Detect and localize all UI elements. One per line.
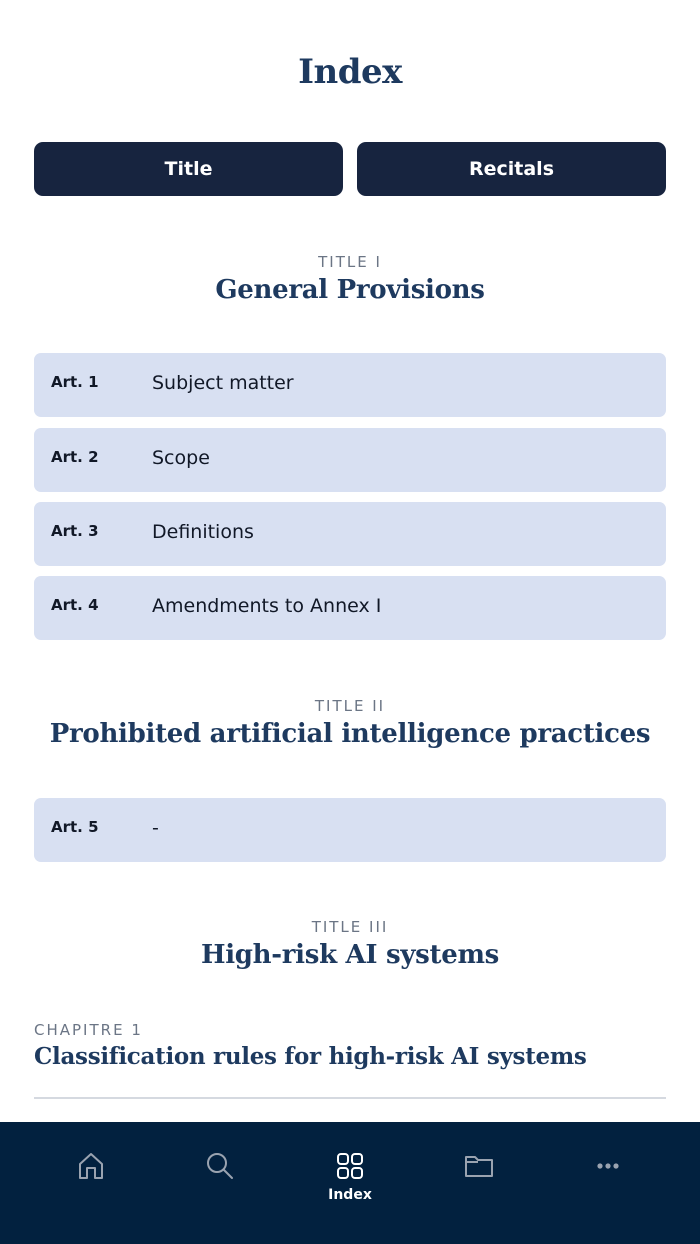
bottom-nav xyxy=(0,1122,700,1244)
chapter-header xyxy=(34,1021,666,1070)
section-header-title-1 xyxy=(0,253,700,305)
tab-recitals[interactable]: Recitals xyxy=(357,142,666,196)
article-number: Art. 2 xyxy=(51,448,99,466)
more-icon xyxy=(593,1151,623,1181)
section-kicker: TITLE I xyxy=(318,253,382,271)
article-item[interactable] xyxy=(34,798,666,862)
article-item[interactable] xyxy=(34,502,666,566)
article-name: Subject matter xyxy=(152,372,294,394)
home-icon xyxy=(76,1151,106,1181)
chapter-kicker: CHAPITRE 1 xyxy=(34,1021,143,1039)
article-item[interactable] xyxy=(34,428,666,492)
divider xyxy=(34,1097,666,1099)
section-kicker: TITLE III xyxy=(311,918,389,936)
article-number: Art. 3 xyxy=(51,522,99,540)
article-name: Definitions xyxy=(152,521,254,543)
section-kicker: TITLE II xyxy=(314,697,386,715)
page-title: Index xyxy=(298,52,402,92)
nav-index[interactable] xyxy=(300,1122,400,1244)
chapter-title[interactable]: Classification rules for high-risk AI systems xyxy=(34,1043,587,1070)
nav-home[interactable] xyxy=(41,1122,141,1244)
section-header-title-3 xyxy=(0,918,700,970)
grid-icon xyxy=(335,1151,365,1181)
article-name: Amendments to Annex I xyxy=(152,595,382,617)
index-tabs xyxy=(34,142,666,196)
nav-index-label: Index xyxy=(328,1187,372,1203)
article-name: - xyxy=(152,817,159,839)
article-item[interactable] xyxy=(34,353,666,417)
article-number: Art. 5 xyxy=(51,818,99,836)
article-number: Art. 1 xyxy=(51,373,99,391)
nav-folder[interactable] xyxy=(429,1122,529,1244)
search-icon xyxy=(205,1151,235,1181)
nav-search[interactable] xyxy=(170,1122,270,1244)
section-header-title-2 xyxy=(0,697,700,749)
nav-more[interactable] xyxy=(558,1122,658,1244)
section-title: Prohibited artificial intelligence practices xyxy=(49,719,651,749)
section-title: General Provisions xyxy=(215,275,485,305)
article-name: Scope xyxy=(152,447,210,469)
section-title: High-risk AI systems xyxy=(200,940,500,970)
article-number: Art. 4 xyxy=(51,596,99,614)
tab-title[interactable]: Title xyxy=(34,142,343,196)
article-item[interactable] xyxy=(34,576,666,640)
folder-icon xyxy=(463,1151,495,1181)
